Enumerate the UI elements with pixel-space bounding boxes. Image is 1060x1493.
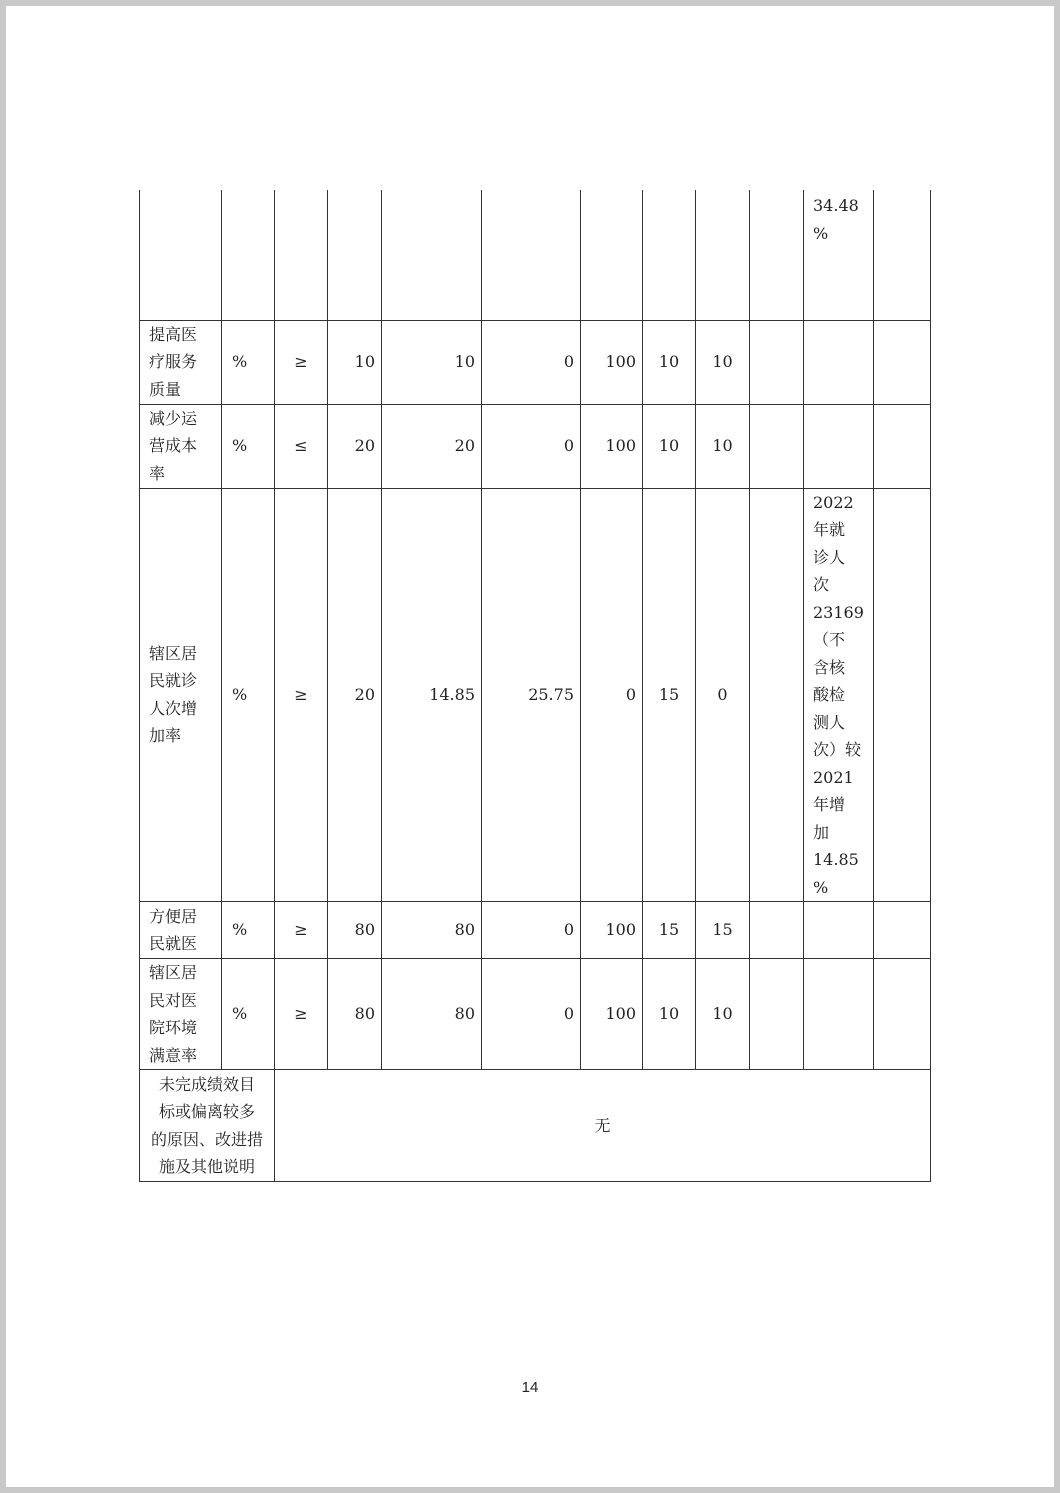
completion-rate-cell: 0: [581, 488, 643, 902]
weight-cell: 10: [643, 320, 696, 404]
unit-cell: %: [222, 404, 275, 488]
completion-rate-cell: 100: [581, 404, 643, 488]
target-value-cell: 80: [328, 902, 382, 959]
performance-table: [139, 190, 931, 1182]
indicator-name-cell: [140, 190, 222, 320]
blank-cell-cell: [750, 190, 804, 320]
page-number: 14: [521, 1379, 539, 1396]
unit-cell: [222, 190, 275, 320]
score-cell: 10: [696, 320, 750, 404]
operator-cell: ≤: [275, 404, 328, 488]
operator-cell: ≥: [275, 488, 328, 902]
explanation-value: 无: [275, 1070, 931, 1182]
score-cell: 15: [696, 902, 750, 959]
actual-value-cell: 80: [382, 902, 482, 959]
operator-cell: ≥: [275, 959, 328, 1070]
blank-cell-2-cell: [874, 320, 931, 404]
table-body: [140, 190, 931, 1182]
weight-cell: [643, 190, 696, 320]
indicator-name-cell: 辖区居 民对医 院环境 满意率: [140, 959, 222, 1070]
remark-cell: [804, 902, 874, 959]
document-page: [6, 6, 1054, 1487]
deviation-cell: [482, 190, 581, 320]
score-cell: [696, 190, 750, 320]
operator-cell: ≥: [275, 902, 328, 959]
remark-cell: [804, 959, 874, 1070]
table-row: [140, 488, 931, 902]
unit-cell: %: [222, 959, 275, 1070]
remark-cell: [804, 404, 874, 488]
table-row: [140, 404, 931, 488]
actual-value-cell: 10: [382, 320, 482, 404]
blank-cell-cell: [750, 404, 804, 488]
score-cell: 10: [696, 959, 750, 1070]
completion-rate-cell: 100: [581, 320, 643, 404]
weight-cell: 10: [643, 404, 696, 488]
unit-cell: %: [222, 488, 275, 902]
target-value-cell: [328, 190, 382, 320]
operator-cell: ≥: [275, 320, 328, 404]
actual-value-cell: 20: [382, 404, 482, 488]
target-value-cell: 80: [328, 959, 382, 1070]
table-row: [140, 320, 931, 404]
blank-cell-2-cell: [874, 488, 931, 902]
table-row: [140, 902, 931, 959]
indicator-name-cell: 辖区居 民就诊 人次增 加率: [140, 488, 222, 902]
target-value-cell: 20: [328, 404, 382, 488]
table-row: [140, 1070, 931, 1182]
blank-cell-cell: [750, 959, 804, 1070]
indicator-name-cell: 减少运 营成本 率: [140, 404, 222, 488]
deviation-cell: 25.75: [482, 488, 581, 902]
actual-value-cell: 80: [382, 959, 482, 1070]
actual-value-cell: [382, 190, 482, 320]
explanation-label: 未完成绩效目 标或偏离较多 的原因、改进措 施及其他说明: [140, 1070, 275, 1182]
weight-cell: 10: [643, 959, 696, 1070]
target-value-cell: 10: [328, 320, 382, 404]
blank-cell-cell: [750, 902, 804, 959]
blank-cell-2-cell: [874, 190, 931, 320]
target-value-cell: 20: [328, 488, 382, 902]
deviation-cell: 0: [482, 959, 581, 1070]
blank-cell-cell: [750, 320, 804, 404]
indicator-name-cell: 方便居 民就医: [140, 902, 222, 959]
remark-cell: 2022 年就 诊人 次 23169 （不 含核 酸检 测人 次）较 2021 年增 加 14.85 %: [804, 488, 874, 902]
table-row: [140, 190, 931, 320]
deviation-cell: 0: [482, 404, 581, 488]
completion-rate-cell: 100: [581, 959, 643, 1070]
operator-cell: [275, 190, 328, 320]
score-cell: 0: [696, 488, 750, 902]
indicator-name-cell: 提高医 疗服务 质量: [140, 320, 222, 404]
table-row: [140, 959, 931, 1070]
unit-cell: %: [222, 320, 275, 404]
blank-cell-2-cell: [874, 404, 931, 488]
weight-cell: 15: [643, 902, 696, 959]
actual-value-cell: 14.85: [382, 488, 482, 902]
score-cell: 10: [696, 404, 750, 488]
blank-cell-2-cell: [874, 902, 931, 959]
deviation-cell: 0: [482, 902, 581, 959]
remark-cell: 34.48 %: [804, 190, 874, 320]
completion-rate-cell: 100: [581, 902, 643, 959]
remark-cell: [804, 320, 874, 404]
blank-cell-2-cell: [874, 959, 931, 1070]
weight-cell: 15: [643, 488, 696, 902]
deviation-cell: 0: [482, 320, 581, 404]
unit-cell: %: [222, 902, 275, 959]
completion-rate-cell: [581, 190, 643, 320]
blank-cell-cell: [750, 488, 804, 902]
